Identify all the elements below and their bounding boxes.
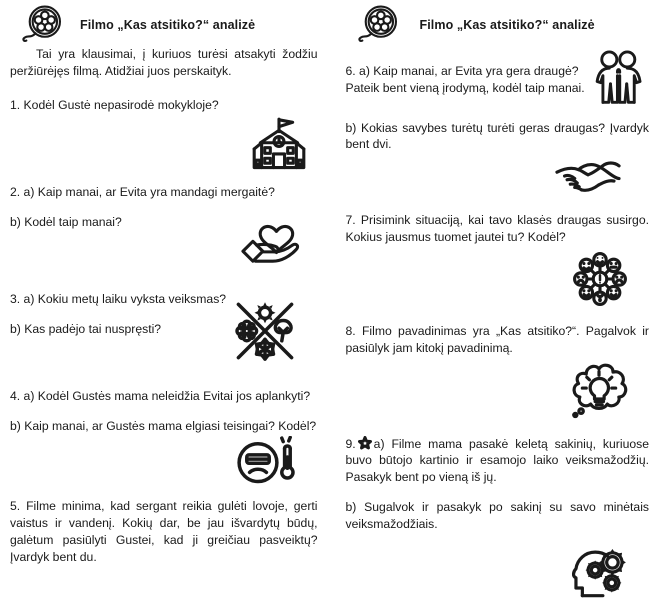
question-8 [346,323,650,419]
hand-holding-heart-icon [238,209,300,265]
two-friends-icon [589,49,647,107]
question-8-text: 8. Filmo pavadinimas yra „Kas atsitiko?“. Pagalvok ir pasiūlyk jam kitokį pavadinimą. [346,323,650,357]
right-column [330,0,659,479]
question-4b-text: b) Kaip manai, ar Gustės mama elgiasi teisingai? Kodėl? [10,418,318,435]
head-with-gears-icon [567,543,631,601]
question-3b-text: b) Kas padėjo tai nuspręsti? [10,321,318,338]
thought-bubble-lightbulb-icon [567,361,631,419]
question-7 [346,212,650,310]
emotions-wheel-icon [569,248,631,310]
question-1 [10,97,318,176]
film-reel-icon [354,4,406,46]
question-2 [10,184,318,265]
question-9-icon-row [346,543,650,601]
question-4a-text: 4. a) Kodėl Gustės mama neleidžia Evitai jos aplankyti? [10,388,318,405]
question-7-text: 7. Prisimink situaciją, kai tavo klasės draugas susirgo. Kokius jausmus tuomet jautei tu? Kodėl? [346,212,650,246]
left-header-title: Filmo „Kas atsitiko?“ analizė [80,18,255,32]
question-6b-text: b) Kokias savybes turėtų turėti geras draugas? Įvardyk bent dvi. [346,120,650,154]
question-5-text: 5. Filme minima, kad sergant reikia gulėti lovoje, gerti vaistus ir vandenį. Kokių dar, be jau išvardytų būdų, galėtum pasiūlyti Gustei, kad ji greičiau pasveiktų? Įvardyk bent du. [10,498,318,565]
question-7-icon-row [346,248,650,310]
film-reel-icon [18,4,70,46]
question-1-icon-row [10,113,318,175]
star-outline-icon [358,436,372,450]
question-1-text: 1. Kodėl Gustė nepasirodė mokykloje? [10,97,318,114]
left-column [0,0,330,479]
question-6 [346,63,650,195]
question-9 [346,436,650,601]
intro-text: Tai yra klausimai, į kuriuos turėsi atsakyti žodžiu peržiūrėjęs filmą. Atidžiai juos perskaityk. [10,46,318,80]
question-6-handshake-row [346,157,650,195]
question-3a-text: 3. a) Kokiu metų laiku vyksta veiksmas? [10,291,318,308]
question-9-number: 9. [346,437,356,451]
question-6a-text: 6. a) Kaip manai, ar Evita yra gera draugė? Pateik bent vieną įrodymą, kodėl taip manai. [346,63,591,97]
question-3 [10,291,318,366]
handshake-icon [553,157,623,195]
sick-face-thermometer-icon [230,436,300,485]
question-9a-body: a) Filme mama pasakė keletą sakinių, kuriuose buvo būtojo kartinio ir esamojo laiko veiksmažodžių. Pasakyk bent po vieną iš jų. [346,437,650,485]
question-8-icon-row [346,361,650,419]
question-4-icon-row [10,436,318,485]
four-seasons-icon [230,296,300,366]
question-2a-text: 2. a) Kaip manai, ar Evita yra mandagi mergaitė? [10,184,318,201]
left-column-header [10,0,318,46]
question-2b-text: b) Kodėl taip manai? [10,214,318,231]
question-5 [10,498,318,565]
right-header-title: Filmo „Kas atsitiko?“ analizė [420,18,595,32]
question-9b-text: b) Sugalvok ir pasakyk po sakinį su savo minėtais veiksmažodžiais. [346,499,650,533]
school-building-icon [248,113,310,175]
question-4 [10,388,318,486]
right-column-header [346,0,650,46]
